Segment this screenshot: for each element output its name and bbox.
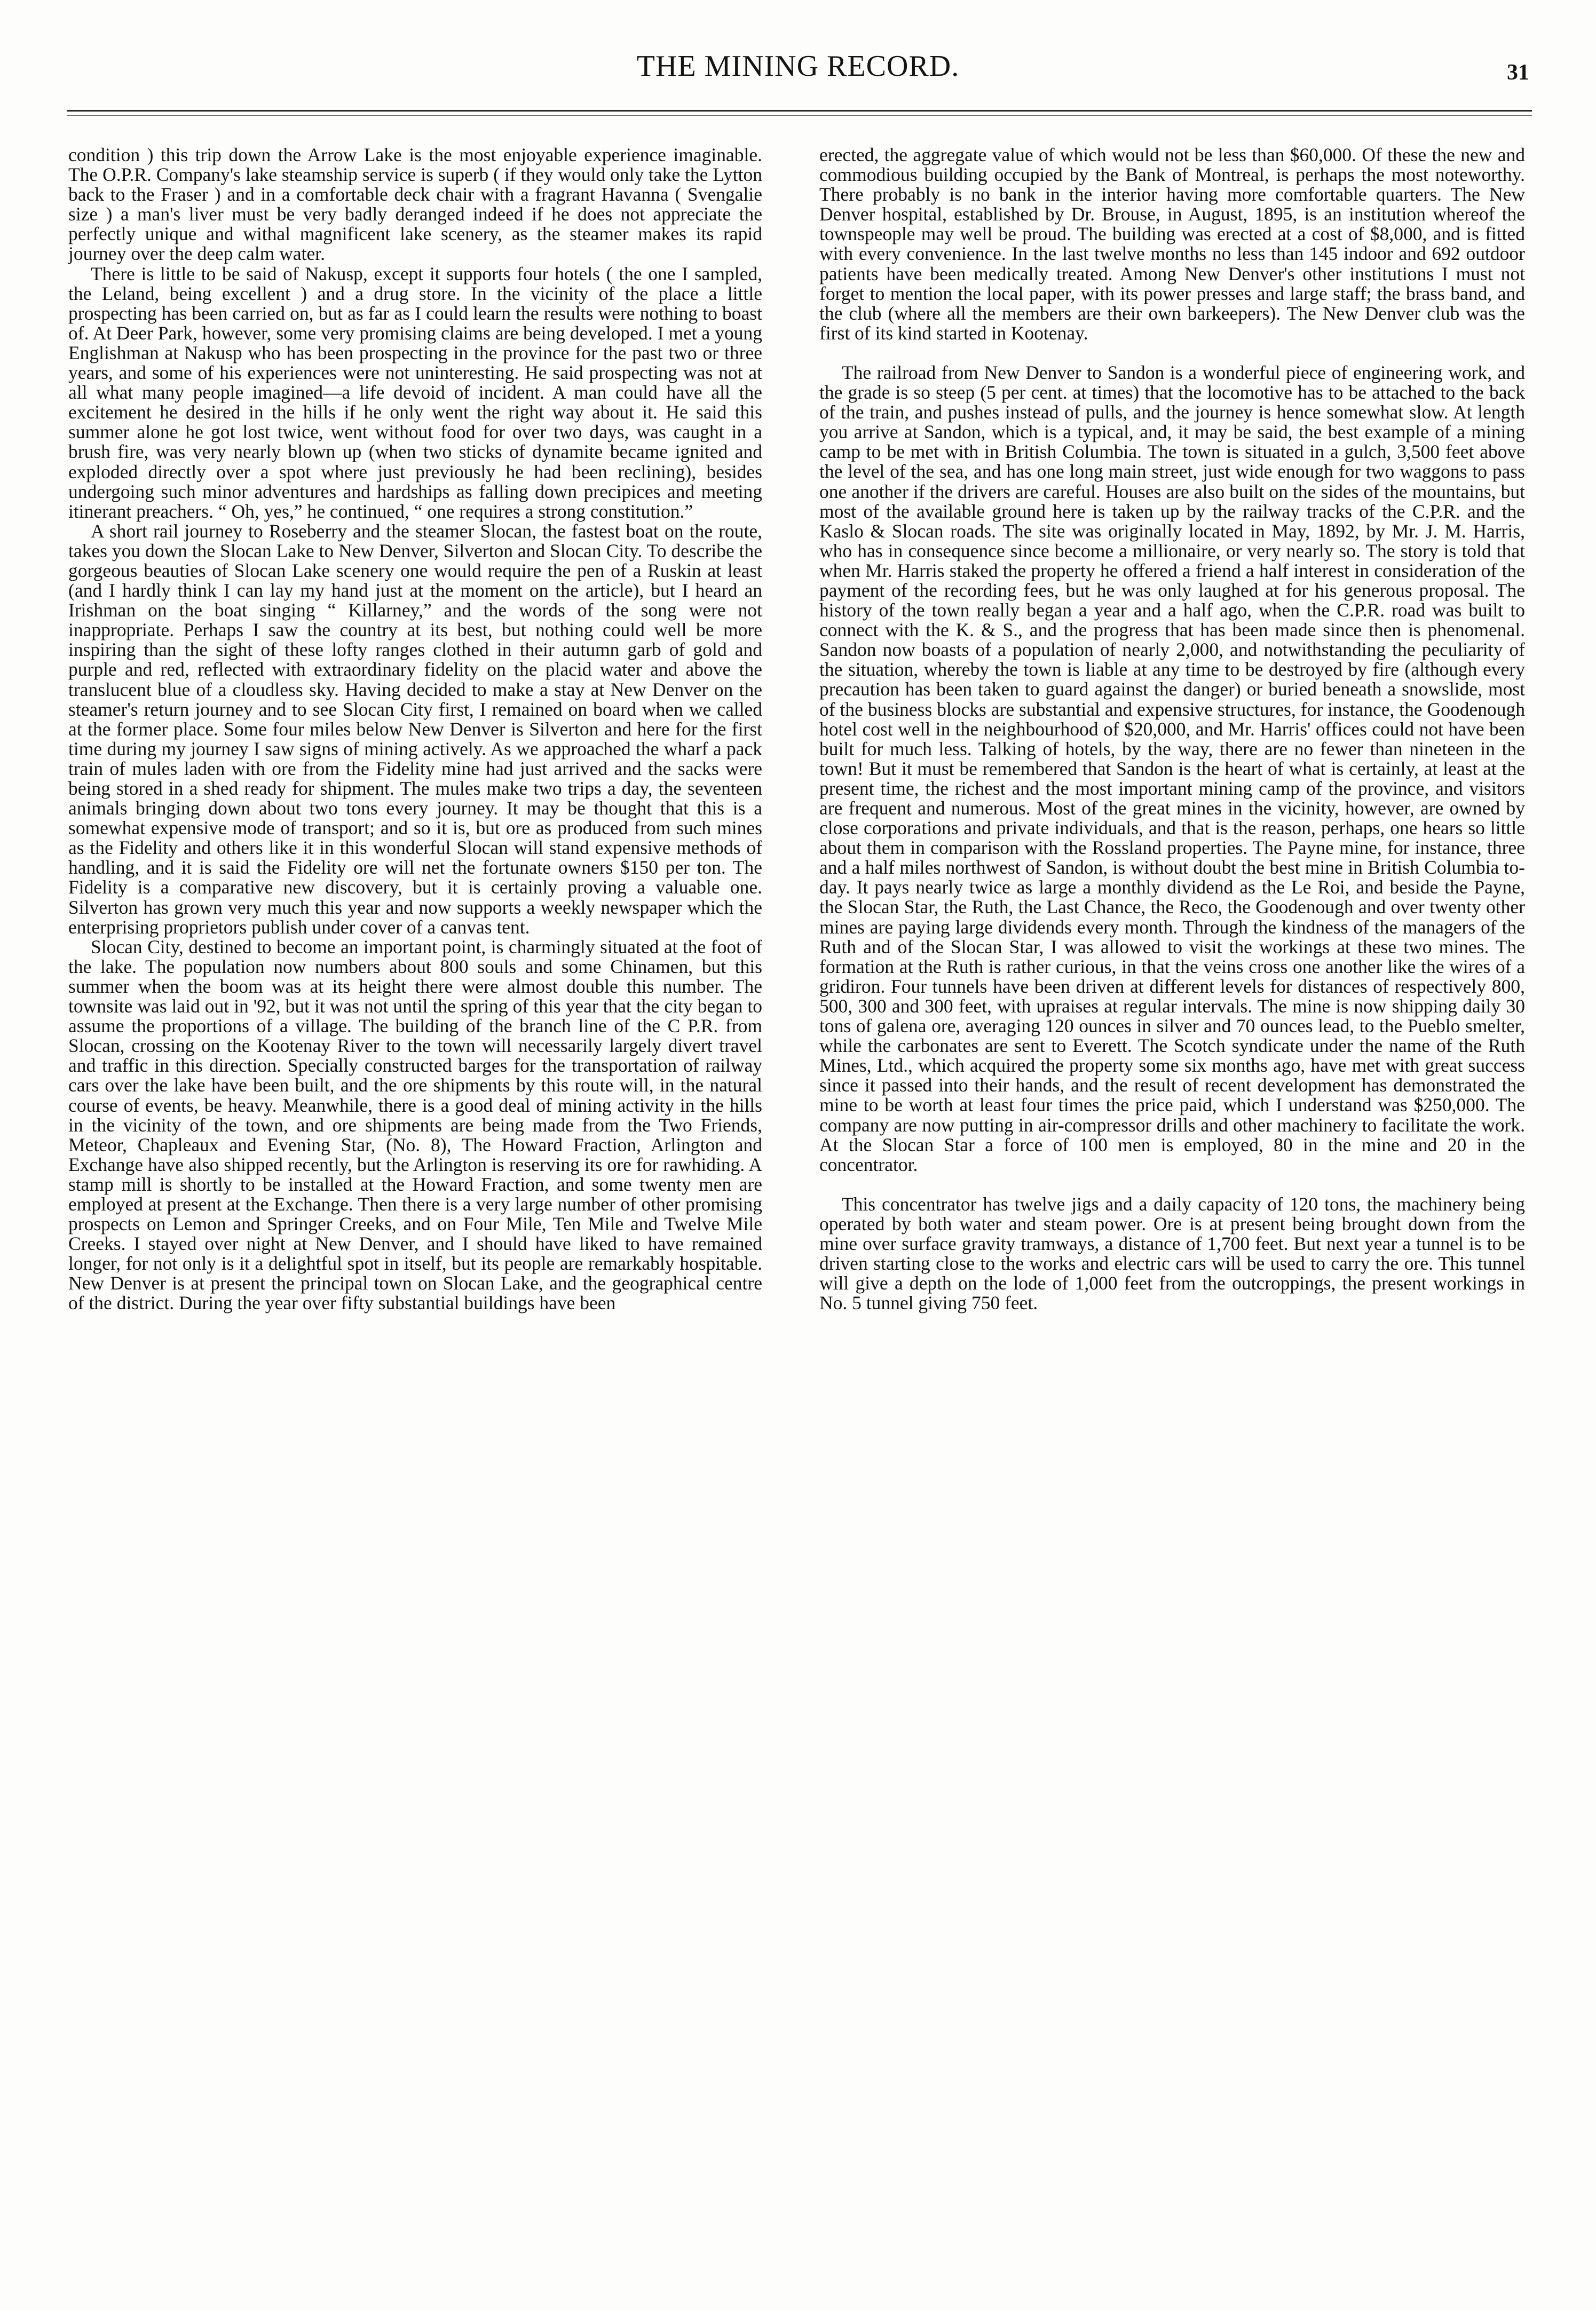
right-column <box>819 145 1525 2269</box>
paragraph: The railroad from New Denver to Sandon is a wonderful piece of engineering work, and the grade is so steep (5 per cent. at times) that the locomotive has to be attached to the back of the train, and pushes instead of pulls, and the journey is hence somewhat slow. At length you arrive at Sandon, which is a typical, and, it may be said, the best example of a mining camp to be met with in British Columbia. The town is situated in a gulch, 3,500 feet above the level of the sea, and has one long main street, just wide enough for two waggons to pass one another if the drivers are careful. Houses are also built on the sides of the mountains, but most of the available ground here is taken up by the railway tracks of the C.P.R. and the Kaslo & Slocan roads. The site was originally located in May, 1892, by Mr. J. M. Harris, who has in consequence since become a millionaire, or very nearly so. The story is told that when Mr. Harris staked the property he offered a friend a half interest in consideration of the payment of the recording fees, but he was only laughed at for his generous proposal. The history of the town really began a year and a half ago, when the C.P.R. road was built to connect with the K. & S., and the progress that has been made since then is phenomenal. Sandon now boasts of a population of nearly 2,000, and notwithstanding the peculiarity of the situation, whereby the town is liable at any time to be destroyed by fire (although every precaution has been taken to guard against the danger) or buried beneath a snowslide, most of the business blocks are substantial and expensive structures, for instance, the Goodenough hotel cost well in the neighbourhood of $20,000, and Mr. Harris' offices could not have been built for much less. Talking of hotels, by the way, there are no fewer than nineteen in the town! But it must be remembered that Sandon is the heart of what is certainly, at least at the present time, the richest and the most important mining camp of the province, and visitors are frequent and numerous. Most of the great mines in the vicinity, however, are owned by close corporations and private individuals, and that is the reason, perhaps, one hears so little about them in comparison with the Rossland properties. The Payne mine, for instance, three and a half miles northwest of Sandon, is without doubt the best mine in British Columbia to-day. It pays nearly twice as large a monthly dividend as the Le Roi, and beside the Payne, the Slocan Star, the Ruth, the Last Chance, the Reco, the Goodenough and over twenty other mines are paying large dividends every month. Through the kindness of the managers of the Ruth and of the Slocan Star, I was allowed to visit the workings at these two mines. The formation at the Ruth is rather curious, in that the veins cross one another like the wires of a gridiron. Four tunnels have been driven at different levels for distances of respectively 800, 500, 300 and 300 feet, with upraises at regular intervals. The mine is now shipping daily 30 tons of galena ore, averaging 120 ounces in silver and 70 ounces lead, to the Pueblo smelter, while the carbonates are sent to Everett. The Scotch syndicate under the name of the Ruth Mines, Ltd., which acquired the property some six months ago, have met with great success since it passed into their hands, and the result of recent development has demonstrated the mine to be worth at least four times the price paid, which I understand was $250,000. The company are now putting in air-compressor drills and other machinery to facilitate the work. At the Slocan Star a force of 100 men is employed, 80 in the mine and 20 in the concentrator. <box>819 361 1525 1175</box>
header-rule-thin <box>67 115 1532 116</box>
paragraph: erected, the aggregate value of which would not be less than $60,000. Of these the new and commodious building occupied by the Bank of Montreal, is perhaps the most noteworthy. There probably is no bank in the interior having more comfortable quarters. The New Denver hospital, established by Dr. Brouse, in August, 1895, is an institution whereof the townspeople may well be proud. The building was erected at a cost of $8,000, and is fitted with every convenience. In the last twelve months no less than 145 indoor and 692 outdoor patients have been medically treated. Among New Denver's other institutions I must not forget to mention the local paper, with its power presses and large staff; the brass band, and the club (where all the members are their own barkeepers). The New Denver club was the first of its kind started in Kootenay. <box>819 144 1525 344</box>
paragraph: Slocan City, destined to become an important point, is charmingly situated at the foot of the lake. The population now numbers about 800 souls and some Chinamen, but this summer when the boom was at its height there were almost double this number. The townsite was laid out in '92, but it was not until the spring of this year that the city began to assume the proportions of a village. The building of the branch line of the C P.R. from Slocan, crossing on the Kootenay River to the town will necessarily largely divert travel and traffic in this direction. Specially constructed barges for the transportation of railway cars over the lake have been built, and the ore shipments by this route will, in the natural course of events, be heavy. Meanwhile, there is a good deal of mining activity in the hills in the vicinity of the town, and ore shipments are being made from the Two Friends, Meteor, Chapleaux and Evening Star, (No. 8), The Howard Fraction, Arlington and Exchange have also shipped recently, but the Arlington is reserving its ore for rawhiding. A stamp mill is shortly to be installed at the Howard Fraction, and some twenty men are employed at present at the Exchange. Then there is a very large number of other promising prospects on Lemon and Springer Creeks, and on Four Mile, Ten Mile and Twelve Mile Creeks. I stayed over night at New Denver, and I should have liked to have remained longer, for not only is it a delightful spot in itself, but its people are remarkably hospitable. New Denver is at present the principal town on Slocan Lake, and the geographical centre of the district. During the year over fifty substantial buildings have been <box>68 936 762 1314</box>
paragraph: A short rail journey to Roseberry and the steamer Slocan, the fastest boat on the route, takes you down the Slocan Lake to New Denver, Silverton and Slocan City. To describe the gorgeous beauties of Slocan Lake scenery one would require the pen of a Ruskin at least (and I hardly think I can lay my hand just at the moment on the article), but I heard an Irishman on the boat singing “ Killarney,” and the words of the song were not inappropriate. Perhaps I saw the country at its best, but nothing could well be more inspiring than the sight of these lofty ranges clothed in their autumn garb of gold and purple and red, reflected with extraordinary fidelity on the placid water and above the translucent blue of a cloudless sky. Having decided to make a stay at New Denver on the steamer's return journey and to see Slocan City first, I remained on board when we called at the former place. Some four miles below New Denver is Silverton and here for the first time during my journey I saw signs of mining actively. As we approached the wharf a pack train of mules laden with ore from the Fidelity mine had just arrived and the sacks were being stored in a shed ready for shipment. The mules make two trips a day, the seventeen animals bringing down about two tons every journey. It may be thought that this is a somewhat expensive mode of transport; and so it is, but ore as produced from such mines as the Fidelity and others like it in this wonderful Slocan will stand expensive methods of handling, and it is said the Fidelity ore will net the fortunate owners $150 per ton. The Fidelity is a comparative new discovery, but it is certainly proving a valuable one. Silverton has grown very much this year and now supports a weekly newspaper which the enterprising proprietors publish under cover of a canvas tent. <box>68 520 762 938</box>
paragraph: This concentrator has twelve jigs and a daily capacity of 120 tons, the machinery being operated by both water and steam power. Ore is at present being brought down from the mine over surface gravity tramways, a distance of 1,700 feet. But next year a tunnel is to be driven starting close to the works and electric cars will be used to carry the ore. This tunnel will give a depth on the lode of 1,000 feet from the outcroppings, the present workings in No. 5 tunnel giving 750 feet. <box>819 1193 1525 1314</box>
paragraph: There is little to be said of Nakusp, except it supports four hotels ( the one I sampled, the Leland, being excellent ) and a drug store. In the vicinity of the place a little prospecting has been carried on, but as far as I could learn the results were nothing to boast of. At Deer Park, however, some very promising claims are being developed. I met a young Englishman at Nakusp who has been prospecting in the province for the past two or three years, and some of his experiences were not uninteresting. He said prospecting was not at all what many people imagined—a life devoid of incident. A man could have all the excitement he desired in the hills if he only went the right way about it. He said this summer alone he got lost twice, went without food for over two days, was caught in a brush fire, was very nearly blown up (when two sticks of dynamite became ignited and exploded directly over a spot where just previously he had been reclining), besides undergoing such minor adventures and hardships as falling down precipices and meeting itinerant preachers. “ Oh, yes,” he continued, “ one requires a strong constitution.” <box>68 263 762 522</box>
header-rule <box>67 110 1532 112</box>
paragraph: condition ) this trip down the Arrow Lake is the most enjoyable experience imaginable. The O.P.R. Company's lake steamship service is superb ( if they would only take the Lytton back to the Fraser ) and in a comfortable deck chair with a fragrant Havanna ( Svengalie size ) a man's liver must be very badly deranged indeed if he does not appreciate the perfectly unique and withal magnificent lake scenery, as the steamer makes its rapid journey over the deep calm water. <box>68 144 762 265</box>
page-number: 31 <box>1507 60 1529 85</box>
page-title: THE MINING RECORD. <box>636 50 960 83</box>
left-column <box>68 145 762 2269</box>
